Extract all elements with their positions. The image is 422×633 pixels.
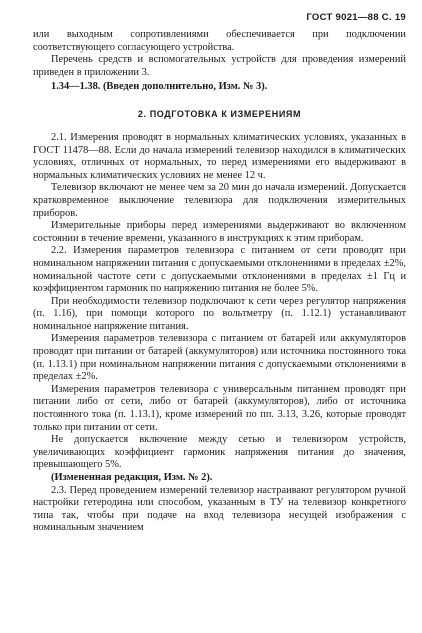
paragraph-continuation: или выходным сопротивлениями обеспечивается при подключении соответствующего согласующего устройства.: [33, 29, 406, 53]
paragraph-2-1: 2.1. Измерения проводят в нормальных климатических условиях, указанных в ГОСТ 11478—88. Если до начала измерений телевизор находился в климатических условиях, отличных от нормальных, то перед измерениями его выдерживают в нормальных климатических условиях не менее 12 ч.: [33, 131, 406, 181]
paragraph-warmup: Телевизор включают не менее чем за 20 мин до начала измерений. Допускается кратковременное выключение телевизора для подключения измерительных приборов.: [33, 182, 406, 219]
paragraph-amendment-134: 1.34—1.38. (Введен дополнительно, Изм. № 3).: [51, 81, 268, 93]
paragraph-battery: Измерения параметров телевизора с питанием от батарей или аккумуляторов проводят при питании от батарей (аккумуляторов) или источника постоянного тока (п. 1.13.1) при номинальном напряжении питания с допускаемыми отклонениями в пределах ±2%.: [33, 333, 406, 383]
paragraph-2-3: 2.3. Перед проведением измерений телевизор настраивают регулятором ручной настройки гетеродина или способом, указанным в ТУ на телевизор конкретного типа так, чтобы при подаче на вход телевизора несущей изображения с номинальным значением: [33, 484, 406, 534]
section-title: 2. ПОДГОТОВКА К ИЗМЕРЕНИЯМ: [137, 108, 302, 119]
paragraph-harmonics: Не допускается включение между сетью и телевизором устройств, увеличивающих коэффициент гармоник напряжения питания до значения, превышающего 5%.: [33, 434, 406, 471]
paragraph-amendment-2: (Измененная редакция, Изм. № 2).: [51, 472, 213, 483]
paragraph-universal: Измерения параметров телевизора с универсальным питанием проводят при питании либо от сети, либо от батарей (аккумуляторов), либо от источника постоянного тока (п. 1.13.1), кроме измерений по пп. 3.13, 3.26, которые проводят только при питании от сети.: [33, 383, 406, 433]
paragraph-2-2: 2.2. Измерения параметров телевизора с питанием от сети проводят при номинальном напряжении питания с допускаемыми отклонениями в пределах ±2%, номинальной частоте сети с допускаемыми отклонениями в пределах ±1 Гц и коэффициентом гармоник по напряжению питания не более 5%.: [33, 245, 406, 295]
paragraph-equipment-list: Перечень средств и вспомогательных устройств для проведения измерений приведен в приложении 3.: [33, 54, 406, 78]
paragraph-regulator: При необходимости телевизор подключают к сети через регулятор напряжения (п. 1.16), при помощи которого по вольтметру (п. 1.12.1) устанавливают номинальное напряжение питания.: [33, 295, 406, 332]
paragraph-instruments: Измерительные приборы перед измерениями выдерживают во включенном состоянии в течение времени, указанного в инструкциях к этим приборам.: [33, 220, 406, 244]
page-header: ГОСТ 9021—88 С. 19: [306, 12, 406, 23]
